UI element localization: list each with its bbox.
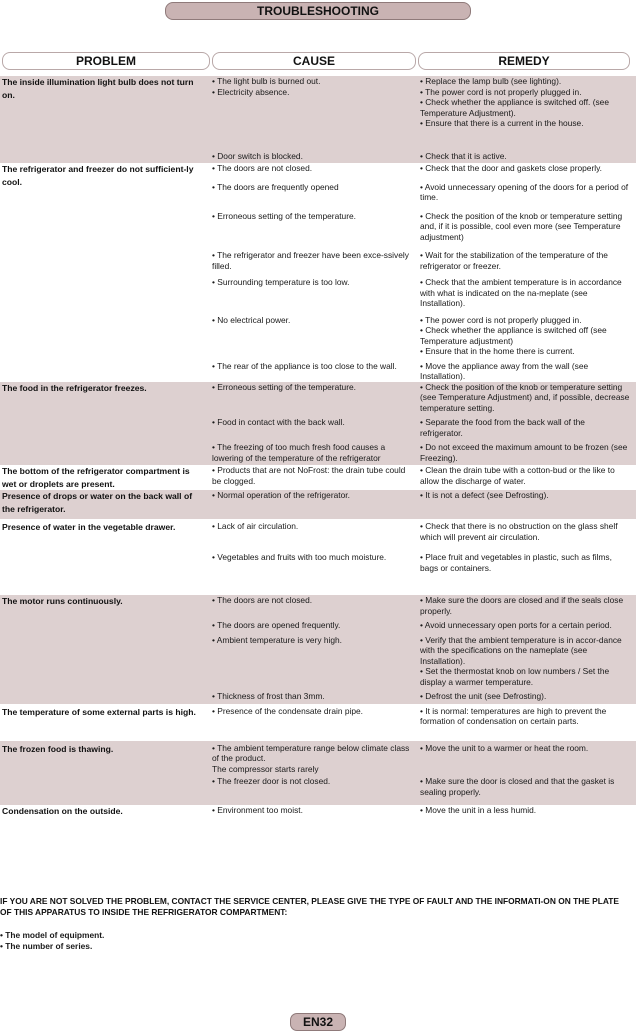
cause-remedy-pair xyxy=(212,442,630,463)
problem-row xyxy=(0,76,636,163)
cause-remedy-pair xyxy=(212,635,630,688)
cause-remedy-pair xyxy=(212,417,630,438)
cause-remedy-pair xyxy=(212,76,630,129)
remedy-text: • Move the unit in a less humid. xyxy=(420,805,537,815)
cause-remedy-pair xyxy=(212,465,630,486)
cause-text: • Vegetables and fruits with too much moisture. xyxy=(212,552,387,562)
problem-text: The inside illumination light bulb does not turn on. xyxy=(2,77,194,100)
troubleshooting-table xyxy=(0,76,636,830)
problem-text: The frozen food is thawing. xyxy=(2,743,114,754)
problem-row xyxy=(0,465,636,490)
cause-text: • Presence of the condensate drain pipe. xyxy=(212,705,363,716)
cause-remedy-pair xyxy=(212,151,630,162)
cause-text: • Lack of air circulation. xyxy=(212,521,299,531)
remedy-text: • Check that the ambient temperature is in accordance with what is indicated on the na-meplate (see Installation). xyxy=(420,277,622,308)
remedy-text: • Move the unit to a warmer or heat the room. xyxy=(420,742,589,753)
problem-row xyxy=(0,805,636,830)
cause-text: • Products that are not NoFrost: the drain tube could be clogged. xyxy=(212,465,406,486)
cause-text: • The rear of the appliance is too close to the wall. xyxy=(212,360,397,371)
remedy-text: • Check the position of the knob or temperature setting and, if it is possible, cool even more (see Temperature adjustment) xyxy=(420,210,623,242)
cause-remedy-pair xyxy=(212,706,630,727)
cause-text: • Erroneous setting of the temperature. xyxy=(212,210,356,221)
problem-row xyxy=(0,595,636,704)
service-info-item: • The model of equipment. xyxy=(0,930,105,940)
remedy-text: • Replace the lamp bulb (see lighting). • The power cord is not properly plugged in. • Check whether the appliance is switched off. (see Temperature Adjustment). • Ensure that there is a current in the house. xyxy=(420,76,609,128)
cause-remedy-pair xyxy=(212,211,630,243)
problem-text: Presence of drops or water on the back wall of the refrigerator. xyxy=(2,491,193,514)
remedy-text: • Separate the food from the back wall of the refrigerator. xyxy=(420,417,585,438)
cause-text: • The ambient temperature range below climate class of the product. The compressor starts rarely xyxy=(212,742,410,774)
cause-text: • The doors are opened frequently. xyxy=(212,620,341,630)
remedy-text: • Place fruit and vegetables in plastic, such as films, bags or containers. xyxy=(420,552,612,573)
cause-text: • The doors are not closed. xyxy=(212,163,313,173)
cause-text: • The light bulb is burned out. • Electricity absence. xyxy=(212,76,321,97)
remedy-text: • Clean the drain tube with a cotton-bud or the like to allow the discharge of water. xyxy=(420,465,615,486)
remedy-text: • Check that it is active. xyxy=(420,150,507,161)
service-info-item: • The number of series. xyxy=(0,941,93,951)
cause-remedy-pair xyxy=(212,361,630,382)
cause-text: • Environment too moist. xyxy=(212,805,303,815)
remedy-text: • Move the appliance away from the wall (see Installation). xyxy=(420,360,589,381)
cause-remedy-pair xyxy=(212,521,630,542)
remedy-text: • Verify that the ambient temperature is in accor-dance with the specifications on the nameplate (see Installation). • Set the thermostat knob on low numbers / Set the display a warmer temperature. xyxy=(420,634,622,687)
remedy-text: • Check that the door and gaskets close properly. xyxy=(420,163,603,173)
cause-remedy-pair xyxy=(212,595,630,616)
cause-remedy-pair xyxy=(212,382,630,414)
remedy-text: • Do not exceed the maximum amount to be frozen (see Freezing). xyxy=(420,442,628,463)
remedy-text: • Check the position of the knob or temperature setting (see Temperature Adjustment) and, if possible, decrease temperature setting. xyxy=(420,381,630,413)
remedy-text: • Wait for the stabilization of the temperature of the refrigerator or freezer. xyxy=(420,250,608,271)
cause-remedy-pair xyxy=(212,182,630,203)
cause-remedy-pair xyxy=(212,250,630,271)
problem-row xyxy=(0,163,636,382)
cause-remedy-pair xyxy=(212,315,630,357)
problem-row xyxy=(0,704,636,741)
cause-remedy-pair xyxy=(212,277,630,309)
cause-text: • The refrigerator and freezer have been exce-ssively filled. xyxy=(212,250,409,271)
header-cause: CAUSE xyxy=(212,52,416,70)
remedy-text: • It is not a defect (see Defrosting). xyxy=(420,490,549,500)
cause-text: • Ambient temperature is very high. xyxy=(212,634,343,645)
problem-row xyxy=(0,741,636,806)
cause-remedy-pair xyxy=(212,776,630,797)
problem-text: The temperature of some external parts is high. xyxy=(2,706,196,717)
cause-remedy-pair xyxy=(212,691,630,702)
remedy-text: • Make sure the door is closed and that the gasket is sealing properly. xyxy=(420,776,615,797)
cause-text: • No electrical power. xyxy=(212,314,291,325)
service-notice: IF YOU ARE NOT SOLVED THE PROBLEM, CONTACT THE SERVICE CENTER, PLEASE GIVE THE TYPE OF FAULT AND THE INFORMATI-ON ON THE PLATE OF THIS APPARATUS TO INSIDE THE REFRIGERATOR COMPARTMENT: xyxy=(0,896,619,917)
problem-text: Presence of water in the vegetable drawer. xyxy=(2,522,176,532)
cause-remedy-pair xyxy=(212,743,630,775)
cause-remedy-pair xyxy=(212,163,630,174)
remedy-text: • Check that there is no obstruction on the glass shelf which will prevent air circulation. xyxy=(420,521,618,542)
page-title: TROUBLESHOOTING xyxy=(165,2,471,20)
remedy-text: • Avoid unnecessary open ports for a certain period. xyxy=(420,620,612,630)
cause-text: • Door switch is blocked. xyxy=(212,150,303,161)
cause-text: • The freezing of too much fresh food causes a lowering of the temperature of the refrigerator xyxy=(212,442,386,463)
cause-text: • Surrounding temperature is too low. xyxy=(212,277,350,287)
problem-text: The food in the refrigerator freezes. xyxy=(2,382,147,393)
cause-text: • The freezer door is not closed. xyxy=(212,776,331,786)
problem-text: Condensation on the outside. xyxy=(2,806,123,816)
cause-text: • Erroneous setting of the temperature. xyxy=(212,381,356,392)
service-info-list xyxy=(0,930,104,952)
problem-row xyxy=(0,519,636,595)
problem-text: The motor runs continuously. xyxy=(2,596,123,606)
problem-row xyxy=(0,382,636,466)
cause-text: • Thickness of frost than 3mm. xyxy=(212,691,325,701)
cause-remedy-pair xyxy=(212,490,630,501)
cause-remedy-pair xyxy=(212,552,630,573)
remedy-text: • Defrost the unit (see Defrosting). xyxy=(420,691,547,701)
problem-text: The refrigerator and freezer do not sufficient-ly cool. xyxy=(2,164,194,187)
remedy-text: • Avoid unnecessary opening of the doors for a period of time. xyxy=(420,181,629,202)
header-remedy: REMEDY xyxy=(418,52,630,70)
cause-text: • The doors are not closed. xyxy=(212,595,313,605)
problem-row xyxy=(0,490,636,519)
cause-remedy-pair xyxy=(212,620,630,631)
remedy-text: • The power cord is not properly plugged in. • Check whether the appliance is switched off (see Temperature adjustment) • Ensure that in the home there is current. xyxy=(420,314,607,356)
header-problem: PROBLEM xyxy=(2,52,210,70)
page-number: EN32 xyxy=(290,1013,346,1031)
cause-remedy-pair xyxy=(212,805,630,816)
remedy-text: • It is normal: temperatures are high to prevent the formation of condensation on certain parts. xyxy=(420,705,607,726)
cause-text: • Food in contact with the back wall. xyxy=(212,417,345,427)
problem-text: The bottom of the refrigerator compartment is wet or droplets are present. xyxy=(2,466,190,489)
remedy-text: • Make sure the doors are closed and if the seals close properly. xyxy=(420,595,624,616)
cause-text: • Normal operation of the refrigerator. xyxy=(212,490,350,500)
cause-text: • The doors are frequently opened xyxy=(212,181,339,192)
